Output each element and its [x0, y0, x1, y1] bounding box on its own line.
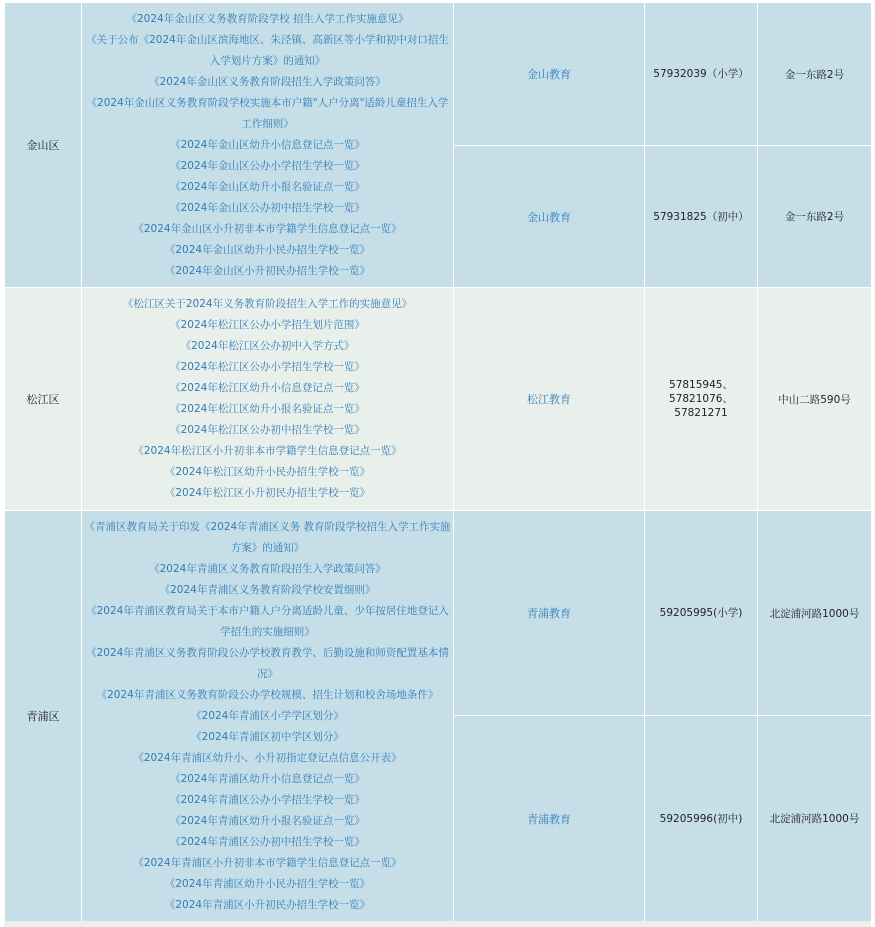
policy-doc-link[interactable]: 《2024年松江区幼升小信息登记点一览》 — [170, 382, 365, 394]
policy-doc-link[interactable]: 《2024年金山区幼升小信息登记点一览》 — [170, 138, 365, 151]
policy-doc-link[interactable]: 《2024年青浦区义务教育阶段招生入学政策问答》 — [149, 562, 386, 575]
policy-doc-link[interactable]: 《2024年金山区幼升小民办招生学校一览》 — [164, 243, 371, 256]
phone-number: 57932039（小学） — [645, 3, 758, 146]
policy-doc-link[interactable]: 《2024年松江区公办初中入学方式》 — [180, 340, 355, 352]
address: 金一东路2号 — [758, 146, 872, 288]
policy-doc-link[interactable]: 《2024年青浦区幼升小信息登记点一览》 — [170, 772, 365, 785]
district-group-songjiang — [5, 288, 872, 511]
next-row-edge — [4, 921, 871, 927]
policy-doc-link[interactable]: 《2024年松江区小升初非本市学籍学生信息登记点一览》 — [133, 445, 402, 457]
policy-doc-link[interactable]: 《2024年青浦区教育局关于本市户籍人户分离适龄儿童、少年按居住地登记入学招生的实施细则》 — [86, 604, 449, 638]
policy-doc-list — [82, 288, 454, 511]
policy-doc-link[interactable]: 《2024年金山区公办初中招生学校一览》 — [170, 201, 365, 214]
phone-number: 57931825（初中） — [645, 146, 758, 288]
policy-doc-link[interactable]: 《2024年金山区公办小学招生学校一览》 — [170, 159, 365, 172]
official-account-link[interactable]: 青浦教育 — [454, 511, 645, 716]
policy-doc-link[interactable]: 《2024年松江区幼升小民办招生学校一览》 — [164, 466, 371, 478]
policy-doc-link[interactable]: 《2024年松江区小升初民办招生学校一览》 — [164, 487, 371, 499]
district-group-qingpu — [5, 511, 872, 922]
address: 北淀浦河路1000号 — [758, 716, 872, 922]
policy-doc-link[interactable]: 《2024年青浦区幼升小民办招生学校一览》 — [164, 877, 371, 890]
address: 北淀浦河路1000号 — [758, 511, 872, 716]
policy-doc-link[interactable]: 《2024年青浦区义务教育阶段公办学校规模、招生计划和校舍场地条件》 — [96, 688, 439, 701]
phone-number-list — [645, 288, 758, 511]
address: 金一东路2号 — [758, 3, 872, 146]
policy-doc-link[interactable]: 《2024年松江区公办小学招生学校一览》 — [170, 361, 365, 373]
district-name: 金山区 — [5, 3, 82, 288]
policy-doc-link[interactable]: 《2024年青浦区小学学区划分》 — [191, 709, 344, 722]
policy-doc-link[interactable]: 《2024年青浦区幼升小、小升初指定登记点信息公开表》 — [133, 751, 402, 764]
official-account-link[interactable]: 金山教育 — [454, 3, 645, 146]
table-row — [5, 3, 872, 146]
phone-number: 59205995(小学) — [645, 511, 758, 716]
district-group-jinshan — [5, 3, 872, 288]
phone-number: 57821076、 — [669, 393, 733, 405]
official-account-link[interactable]: 金山教育 — [454, 146, 645, 288]
policy-doc-link[interactable]: 《2024年青浦区幼升小报名验证点一览》 — [170, 814, 365, 827]
policy-doc-link[interactable]: 《2024年青浦区公办小学招生学校一览》 — [170, 793, 365, 806]
policy-doc-link[interactable]: 《2024年金山区义务教育阶段招生入学政策问答》 — [149, 75, 386, 88]
address: 中山二路590号 — [758, 288, 872, 511]
policy-doc-link[interactable]: 《松江区关于2024年义务教育阶段招生入学工作的实施意见》 — [122, 298, 413, 310]
policy-doc-link[interactable]: 《青浦区教育局关于印发《2024年青浦区义务 教育阶段学校招生入学工作实施方案》的通知》 — [84, 520, 451, 554]
district-enrollment-table — [4, 2, 872, 922]
table-row — [5, 288, 872, 511]
policy-doc-link[interactable]: 《2024年青浦区初中学区划分》 — [191, 730, 344, 743]
policy-doc-list — [82, 3, 454, 288]
policy-doc-link[interactable]: 《2024年松江区公办初中招生学校一览》 — [170, 424, 365, 436]
policy-doc-link[interactable]: 《2024年松江区公办小学招生划片范围》 — [170, 319, 365, 331]
phone-number: 57815945、 — [669, 379, 733, 391]
policy-doc-link[interactable]: 《2024年金山区义务教育阶段学校 招生入学工作实施意见》 — [126, 12, 409, 25]
policy-doc-link[interactable]: 《2024年青浦区小升初非本市学籍学生信息登记点一览》 — [133, 856, 402, 869]
policy-doc-link[interactable]: 《2024年金山区小升初非本市学籍学生信息登记点一览》 — [133, 222, 402, 235]
policy-doc-link[interactable]: 《2024年金山区幼升小报名验证点一览》 — [170, 180, 365, 193]
phone-number: 57821271 — [674, 407, 728, 419]
policy-doc-link[interactable]: 《关于公布《2024年金山区滨海地区、朱泾镇、高新区等小学和初中对口招生入学划片方案》的通知》 — [86, 33, 449, 67]
official-account-link[interactable]: 青浦教育 — [454, 716, 645, 922]
policy-doc-list — [82, 511, 454, 922]
phone-number: 59205996(初中) — [645, 716, 758, 922]
table-row — [5, 511, 872, 716]
policy-doc-link[interactable]: 《2024年青浦区公办初中招生学校一览》 — [170, 835, 365, 848]
policy-doc-link[interactable]: 《2024年青浦区义务教育阶段学校安置细则》 — [159, 583, 376, 596]
policy-doc-link[interactable]: 《2024年松江区幼升小报名验证点一览》 — [170, 403, 365, 415]
policy-doc-link[interactable]: 《2024年金山区小升初民办招生学校一览》 — [164, 264, 371, 277]
district-name: 青浦区 — [5, 511, 82, 922]
policy-doc-link[interactable]: 《2024年青浦区小升初民办招生学校一览》 — [164, 898, 371, 911]
policy-doc-link[interactable]: 《2024年金山区义务教育阶段学校实施本市户籍"人户分离"适龄儿童招生入学工作细则》 — [86, 96, 449, 130]
policy-doc-link[interactable]: 《2024年青浦区义务教育阶段公办学校教育教学、后勤设施和师资配置基本情况》 — [86, 646, 449, 680]
district-name: 松江区 — [5, 288, 82, 511]
official-account-link[interactable]: 松江教育 — [454, 288, 645, 511]
